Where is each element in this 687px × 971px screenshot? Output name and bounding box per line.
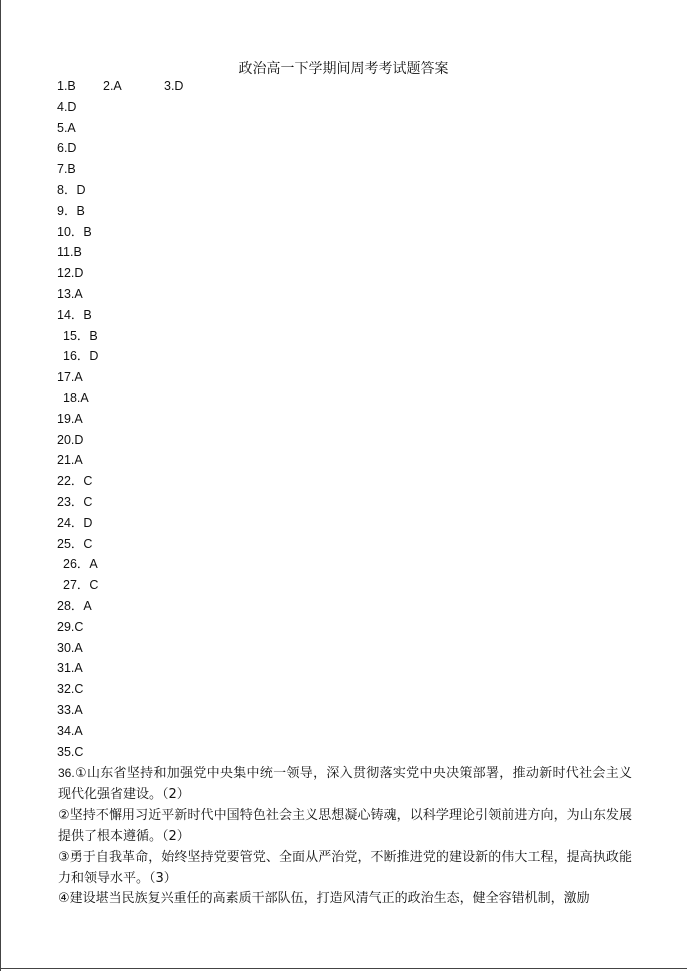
answer-item: 12.D — [57, 266, 84, 281]
answer-item: 9．B — [57, 203, 85, 218]
answer-item: 20.D — [57, 432, 84, 447]
answer-item: 2.A — [103, 79, 122, 93]
answer-item: 11.B — [57, 245, 82, 260]
answer-item: 35.C — [57, 744, 84, 759]
answer-item: 29.C — [57, 619, 84, 634]
answer-item: 10．B — [57, 224, 92, 239]
answer-item: 31.A — [57, 661, 83, 676]
essay-point: 36.①山东省坚持和加强党中央集中统一领导，深入贯彻落实党中央决策部署，推动新时代社会主义现代化强省建设。（2） — [58, 766, 632, 802]
answer-item: 19.A — [57, 411, 83, 426]
answer-item: 32.C — [57, 682, 84, 697]
answer-item: 30.A — [57, 640, 83, 655]
answer-row-first — [57, 76, 183, 97]
answer-item: 24．D — [57, 515, 93, 530]
essay-answer — [58, 763, 632, 910]
answer-item: 34.A — [57, 723, 83, 738]
question-number: 36. — [58, 766, 75, 780]
answer-item: 17.A — [57, 370, 83, 385]
answer-item: 6.D — [57, 141, 77, 156]
page-left-edge — [0, 0, 1, 971]
answer-item: 3.D — [164, 79, 184, 93]
page-bottom-edge — [0, 968, 687, 969]
answer-item: 14．B — [57, 307, 92, 322]
answer-item: 33.A — [57, 702, 83, 717]
answer-item: 5.A — [57, 120, 76, 135]
answer-item: 23．C — [57, 494, 93, 509]
answer-item: 13.A — [57, 286, 83, 301]
essay-point: ④建设堪当民族复兴重任的高素质干部队伍，打造风清气正的政治生态，健全容错机制，激励 — [58, 891, 590, 907]
essay-point: ③勇于自我革命，始终坚持党要管党、全面从严治党，不断推进党的建设新的伟大工程，提高执政能力和领导水平。（3） — [58, 849, 632, 886]
answer-item: 1.B — [57, 79, 76, 93]
answer-item: 18.A — [63, 390, 89, 405]
document-title: 政治高一下学期间周考考试题答案 — [238, 61, 449, 77]
answer-item: 15．B — [63, 328, 98, 343]
answer-item: 22．C — [57, 474, 93, 489]
answer-item: 27．C — [63, 578, 99, 593]
answer-item: 26．A — [63, 557, 98, 572]
answer-item: 25．C — [57, 536, 93, 551]
answer-item: 4.D — [57, 99, 77, 114]
answer-item: 28．A — [57, 598, 92, 613]
answer-item: 21.A — [57, 453, 83, 468]
essay-point: ②坚持不懈用习近平新时代中国特色社会主义思想凝心铸魂，以科学理论引领前进方向，为山东发展提供了根本遵循。（2） — [58, 807, 632, 844]
answer-item: 8．D — [57, 182, 86, 197]
answer-list — [57, 76, 183, 762]
answer-item: 16．D — [63, 349, 99, 364]
answer-item: 7.B — [57, 162, 76, 177]
